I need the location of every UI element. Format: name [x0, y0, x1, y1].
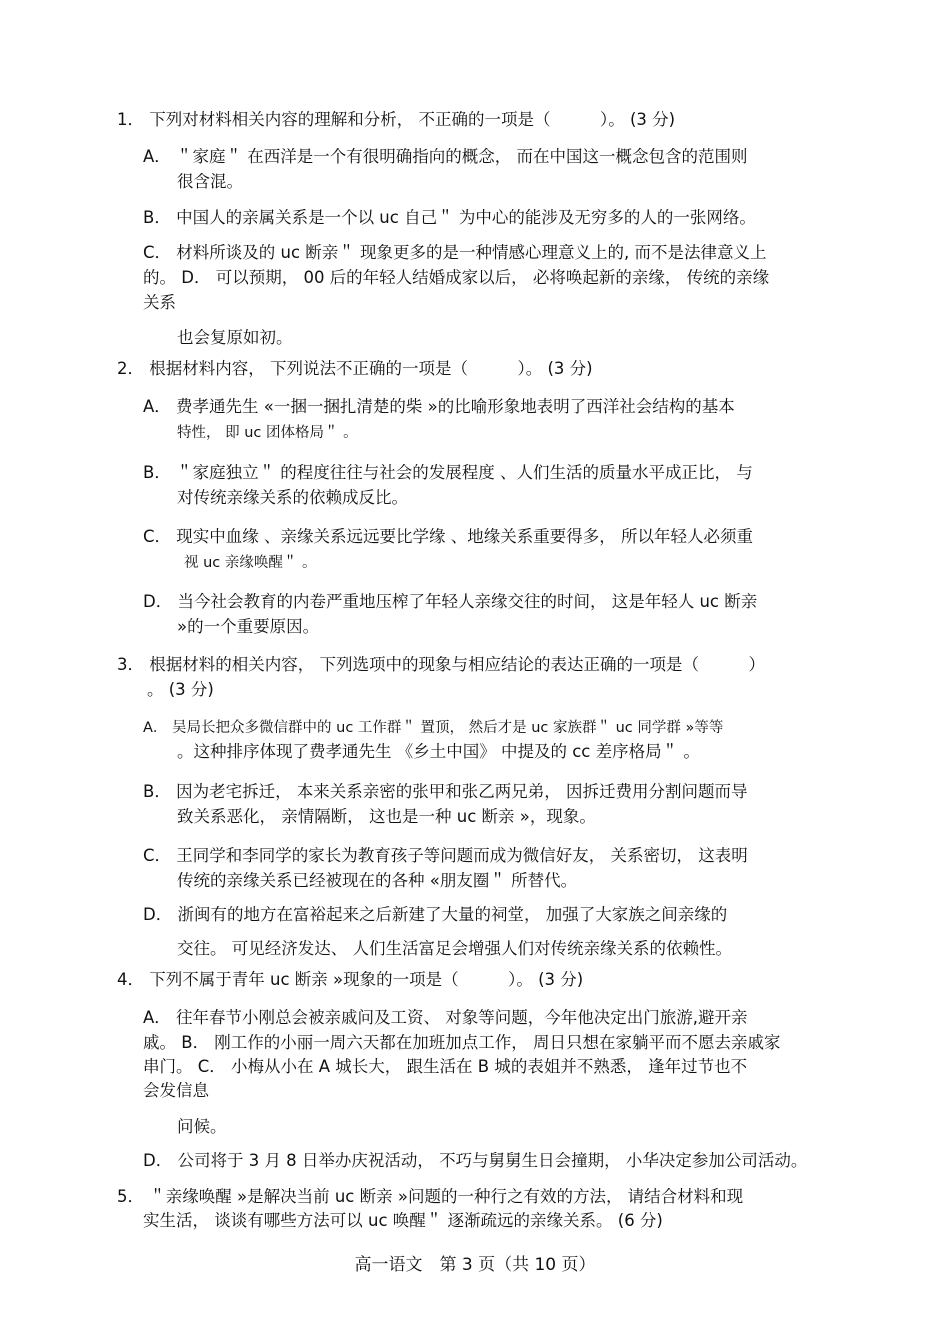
question-3-option-d: D． 浙闽有的地方在富裕起来之后新建了大量的祠堂， 加强了大家族之间亲缘的 [143, 905, 728, 924]
question-4-stem: 4． 下列不属于青年 uc 断亲 »现象的一项是（ ）。 (3 分) [117, 970, 584, 989]
question-3-stem: 3． 根据材料的相关内容， 下列选项中的现象与相应结论的表达正确的一项是（ ） [117, 655, 765, 674]
question-1-option-b: B． 中国人的亲属关系是一个以 uc 自己＂ 为中心的能涉及无穷多的人的一张网络。 [143, 208, 756, 227]
question-3-option-a-cont: 。这种排序体现了费孝通先生 《乡土中国》 中提及的 cc 差序格局＂ 。 [177, 742, 700, 761]
question-3-option-c-cont: 传统的亲缘关系已经被现在的各种 «朋友圈＂ 所替代。 [177, 871, 578, 890]
page-footer: 高一语文 第 3 页（共 10 页） [354, 1255, 596, 1275]
question-3-option-b-cont: 致关系恶化， 亲情隔断， 这也是一种 uc 断亲 »，现象。 [177, 807, 596, 826]
question-1-stem: 1． 下列对材料相关内容的理解和分析， 不正确的一项是（ ）。 (3 分) [117, 110, 676, 129]
question-2-option-a-cont: 特性， 即 uc 团体格局＂ 。 [177, 425, 358, 441]
question-4-option-a-cont: 问候。 [177, 1117, 227, 1136]
question-2-option-c: C． 现实中血缘 、亲缘关系远远要比学缘 、地缘关系重要得多， 所以年轻人必须重 [143, 527, 754, 546]
question-2-option-a: A． 费孝通先生 «一捆一捆扎清楚的柴 »的比喻形象地表明了西洋社会结构的基本 [143, 397, 735, 416]
question-3-option-a: A． 吴局长把众多微信群中的 uc 工作群＂ 置顶， 然后才是 uc 家族群＂ uc 同学群 »等等 [143, 720, 724, 736]
question-2-option-d: D． 当今社会教育的内卷严重地压榨了年轻人亲缘交往的时间， 这是年轻人 uc 断亲 [143, 592, 758, 611]
question-1-option-c: C． 材料所谈及的 uc 断亲＂ 现象更多的是一种情感心理意义上的, 而不是法律意义上 [143, 243, 767, 262]
question-2-option-c-cont: 视 uc 亲缘唤醒＂ 。 [184, 555, 317, 571]
question-4-option-a: A． 往年春节小刚总会被亲戚问及工资、 对象等问题，今年他决定出门旅游,避开亲 [143, 1008, 748, 1027]
question-2-stem: 2． 根据材料内容， 下列说法不正确的一项是（ ）。 (3 分) [117, 359, 593, 378]
question-1-option-c-cont: 关系 [143, 293, 176, 312]
question-1-option-c-cont: 也会复原如初。 [177, 328, 293, 347]
question-3-option-b: B． 因为老宅拆迁， 本来关系亲密的张甲和张乙两兄弟， 因拆迁费用分割问题而导 [143, 782, 748, 801]
question-3-option-c: C． 王同学和李同学的家长为教育孩子等问题而成为微信好友， 关系密切， 这表明 [143, 846, 748, 865]
question-4-option-a-cont: 串门。 C． 小梅从小在 A 城长大， 跟生活在 B 城的表姐并不熟悉， 逢年过节也不 [143, 1057, 748, 1076]
question-1-option-c-cont: 的。 D． 可以预期， 00 后的年轻人结婚成家以后， 必将唤起新的亲缘， 传统的亲缘 [143, 268, 770, 287]
question-1-option-a-cont: 很含混。 [177, 172, 243, 191]
question-1-option-a: A． ＂家庭＂ 在西洋是一个有很明确指向的概念， 而在中国这一概念包含的范围则 [143, 147, 748, 166]
question-2-option-d-cont: »的一个重要原因。 [177, 617, 320, 636]
question-2-option-b-cont: 对传统亲缘关系的依赖成反比。 [177, 488, 408, 507]
question-4-option-a-cont: 戚。 B． 刚工作的小丽一周六天都在加班加点工作， 周日只想在家躺平而不愿去亲戚家 [143, 1033, 781, 1052]
question-2-option-b: B． ＂家庭独立＂ 的程度往往与社会的发展程度 、人们生活的质量水平成正比， 与 [143, 463, 753, 482]
question-3-option-d-cont: 交往。 可见经济发达、 人们生活富足会增强人们对传统亲缘关系的依赖性。 [177, 939, 732, 958]
question-4-option-a-cont: 会发信息 [143, 1081, 209, 1100]
question-3-stem-cont: 。 (3 分) [147, 680, 214, 699]
question-4-option-d: D． 公司将于 3 月 8 日举办庆祝活动， 不巧与舅舅生日会撞期， 小华决定参加公司活动。 [143, 1151, 808, 1170]
question-5-stem-cont: 实生活， 谈谈有哪些方法可以 uc 唤醒＂ 逐渐疏远的亲缘关系。 (6 分) [143, 1211, 663, 1230]
question-5-stem: 5． ＂亲缘唤醒 »是解决当前 uc 断亲 »问题的一种行之有效的方法， 请结合材料和现 [117, 1187, 744, 1206]
